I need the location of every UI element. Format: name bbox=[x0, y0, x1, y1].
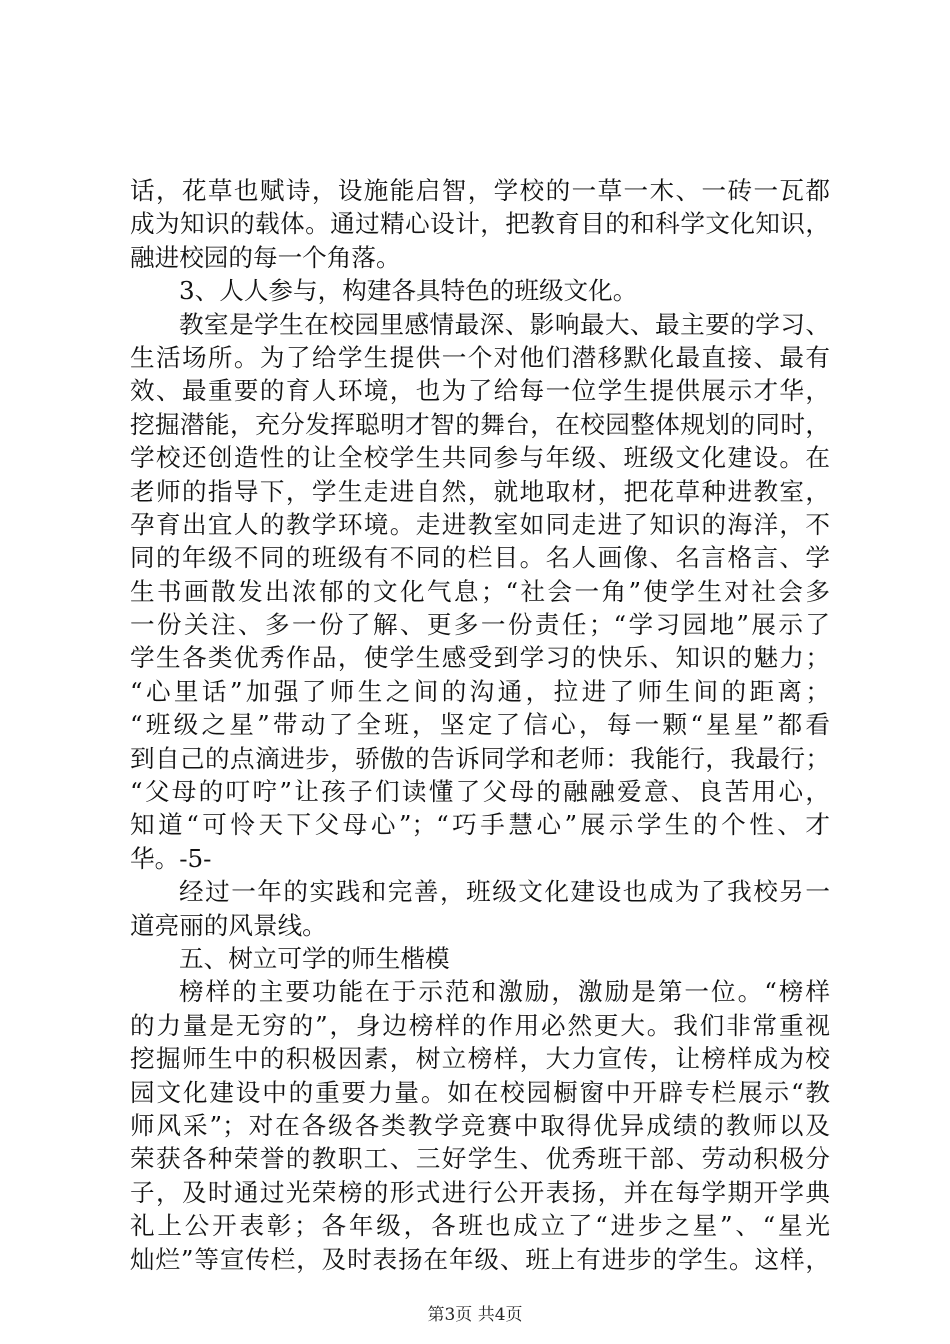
text-line: “心里话”加强了师生之间的沟通，拉进了师生间的距离； bbox=[130, 676, 830, 706]
text-line: 榜样的主要功能在于示范和激励，激励是第一位。“榜样 bbox=[179, 977, 830, 1007]
text-line: 师风采”；对在各级各类教学竞赛中取得优异成绩的教师以及 bbox=[130, 1110, 830, 1140]
text-line: 学生各类优秀作品，使学生感受到学习的快乐、知识的魅力； bbox=[130, 643, 830, 673]
text-line: 教室是学生在校园里感情最深、影响最大、最主要的学习、 bbox=[179, 309, 830, 339]
text-line: 一份关注、多一份了解、更多一份责任；“学习园地”展示了 bbox=[130, 610, 830, 640]
text-line: 到自己的点滴进步，骄傲的告诉同学和老师：我能行，我最行； bbox=[130, 743, 830, 773]
text-line: 挖掘师生中的积极因素，树立榜样，大力宣传，让榜样成为校 bbox=[130, 1044, 830, 1074]
text-line: 礼上公开表彰；各年级，各班也成立了“进步之星”、“星光 bbox=[130, 1211, 830, 1241]
text-line: 知道“可怜天下父母心”；“巧手慧心”展示学生的个性、才 bbox=[130, 810, 830, 840]
text-line: 话，花草也赋诗，设施能启智，学校的一草一木、一砖一瓦都 bbox=[130, 176, 830, 205]
text-line: 融进校园的每一个角落。 bbox=[130, 242, 401, 272]
text-line: 生书画散发出浓郁的文化气息；“社会一角”使学生对社会多 bbox=[130, 576, 830, 606]
text-line: 子，及时通过光荣榜的形式进行公开表扬，并在每学期开学典 bbox=[130, 1177, 830, 1207]
text-line: 同的年级不同的班级有不同的栏目。名人画像、名言格言、学 bbox=[130, 543, 830, 573]
text-line: 五、树立可学的师生楷模 bbox=[179, 943, 450, 973]
page-footer: 第3页 共4页 bbox=[427, 1305, 523, 1325]
text-line: 老师的指导下，学生走进自然，就地取材，把花草种进教室， bbox=[130, 476, 830, 506]
document-body bbox=[130, 174, 830, 1276]
text-line: 孕育出宜人的教学环境。走进教室如同走进了知识的海洋，不 bbox=[130, 509, 830, 539]
text-line: 灿烂”等宣传栏，及时表扬在年级、班上有进步的学生。这样， bbox=[130, 1244, 830, 1274]
text-line: 经过一年的实践和完善，班级文化建设也成为了我校另一 bbox=[179, 877, 830, 907]
text-line: 学校还创造性的让全校学生共同参与年级、班级文化建设。在 bbox=[130, 443, 830, 473]
text-line: 生活场所。为了给学生提供一个对他们潜移默化最直接、最有 bbox=[130, 342, 830, 372]
text-line: 华。-5- bbox=[130, 843, 212, 873]
text-line: 效、最重要的育人环境，也为了给每一位学生提供展示才华， bbox=[130, 376, 830, 406]
text-line: 挖掘潜能，充分发挥聪明才智的舞台，在校园整体规划的同时， bbox=[130, 409, 830, 439]
text-line: 荣获各种荣誉的教职工、三好学生、优秀班干部、劳动积极分 bbox=[130, 1144, 830, 1174]
text-line: 的力量是无穷的”，身边榜样的作用必然更大。我们非常重视 bbox=[130, 1010, 830, 1040]
text-line: 园文化建设中的重要力量。如在校园橱窗中开辟专栏展示“教 bbox=[130, 1077, 830, 1107]
text-line: 道亮丽的风景线。 bbox=[130, 910, 327, 940]
text-line: “父母的叮咛”让孩子们读懂了父母的融融爱意、良苦用心， bbox=[130, 777, 830, 807]
text-line: 成为知识的载体。通过精心设计，把教育目的和科学文化知识， bbox=[130, 209, 830, 239]
text-line: 3、人人参与，构建各具特色的班级文化。 bbox=[179, 276, 638, 306]
text-line: “班级之星”带动了全班，坚定了信心，每一颗“星星”都看 bbox=[130, 710, 830, 740]
